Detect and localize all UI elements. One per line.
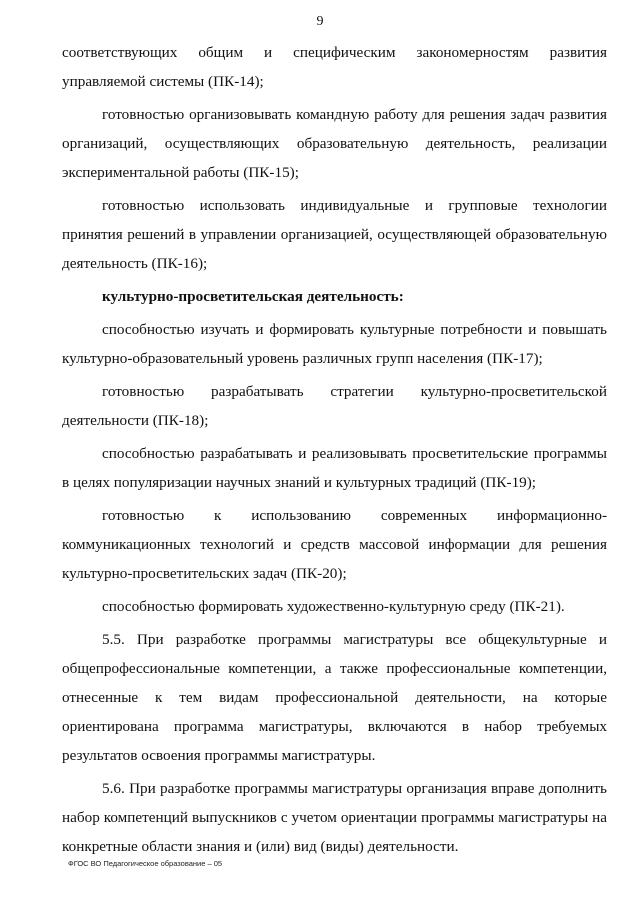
document-body (62, 38, 607, 865)
page-footer: ФГОС ВО Педагогическое образование – 05 (68, 859, 223, 868)
paragraph: способностью разрабатывать и реализовывать просветительские программы в целях популяризации научных знаний и культурных традиций (ПК-19); (62, 445, 607, 491)
paragraph: 5.5. При разработке программы магистратуры все общекультурные и общепрофессиональные компетенции, а также профессиональные компетенции, отнесенные к тем видам профессиональной деятельности, на которые ориентирована программа магистратуры, включаются в набор требуемых результатов освоения программы магистратуры. (62, 631, 607, 764)
paragraph: готовностью к использованию современных информационно-коммуникационных технологий и средств массовой информации для решения культурно-просветительских задач (ПК-20); (62, 507, 607, 582)
paragraph: способностью формировать художественно-культурную среду (ПК-21). (102, 598, 565, 615)
page-number: 9 (316, 14, 324, 29)
paragraph: соответствующих общим и специфическим закономерностям развития управляемой системы (ПК-14); (62, 44, 607, 90)
section-subheading: культурно-просветительская деятельность: (102, 288, 404, 305)
paragraph: готовностью организовывать командную работу для решения задач развития организаций, осуществляющих образовательную деятельность, реализации экспериментальной работы (ПК-15); (62, 106, 607, 181)
paragraph: способностью изучать и формировать культурные потребности и повышать культурно-образовательный уровень различных групп населения (ПК-17); (62, 321, 607, 367)
paragraph: готовностью использовать индивидуальные и групповые технологии принятия решений в управлении организацией, осуществляющей образовательную деятельность (ПК-16); (62, 197, 607, 272)
paragraph: готовностью разрабатывать стратегии культурно-просветительской деятельности (ПК-18); (62, 383, 607, 429)
paragraph: 5.6. При разработке программы магистратуры организация вправе дополнить набор компетенций выпускников с учетом ориентации программы магистратуры на конкретные области знания и (или) вид (виды) деятельности. (62, 780, 607, 855)
